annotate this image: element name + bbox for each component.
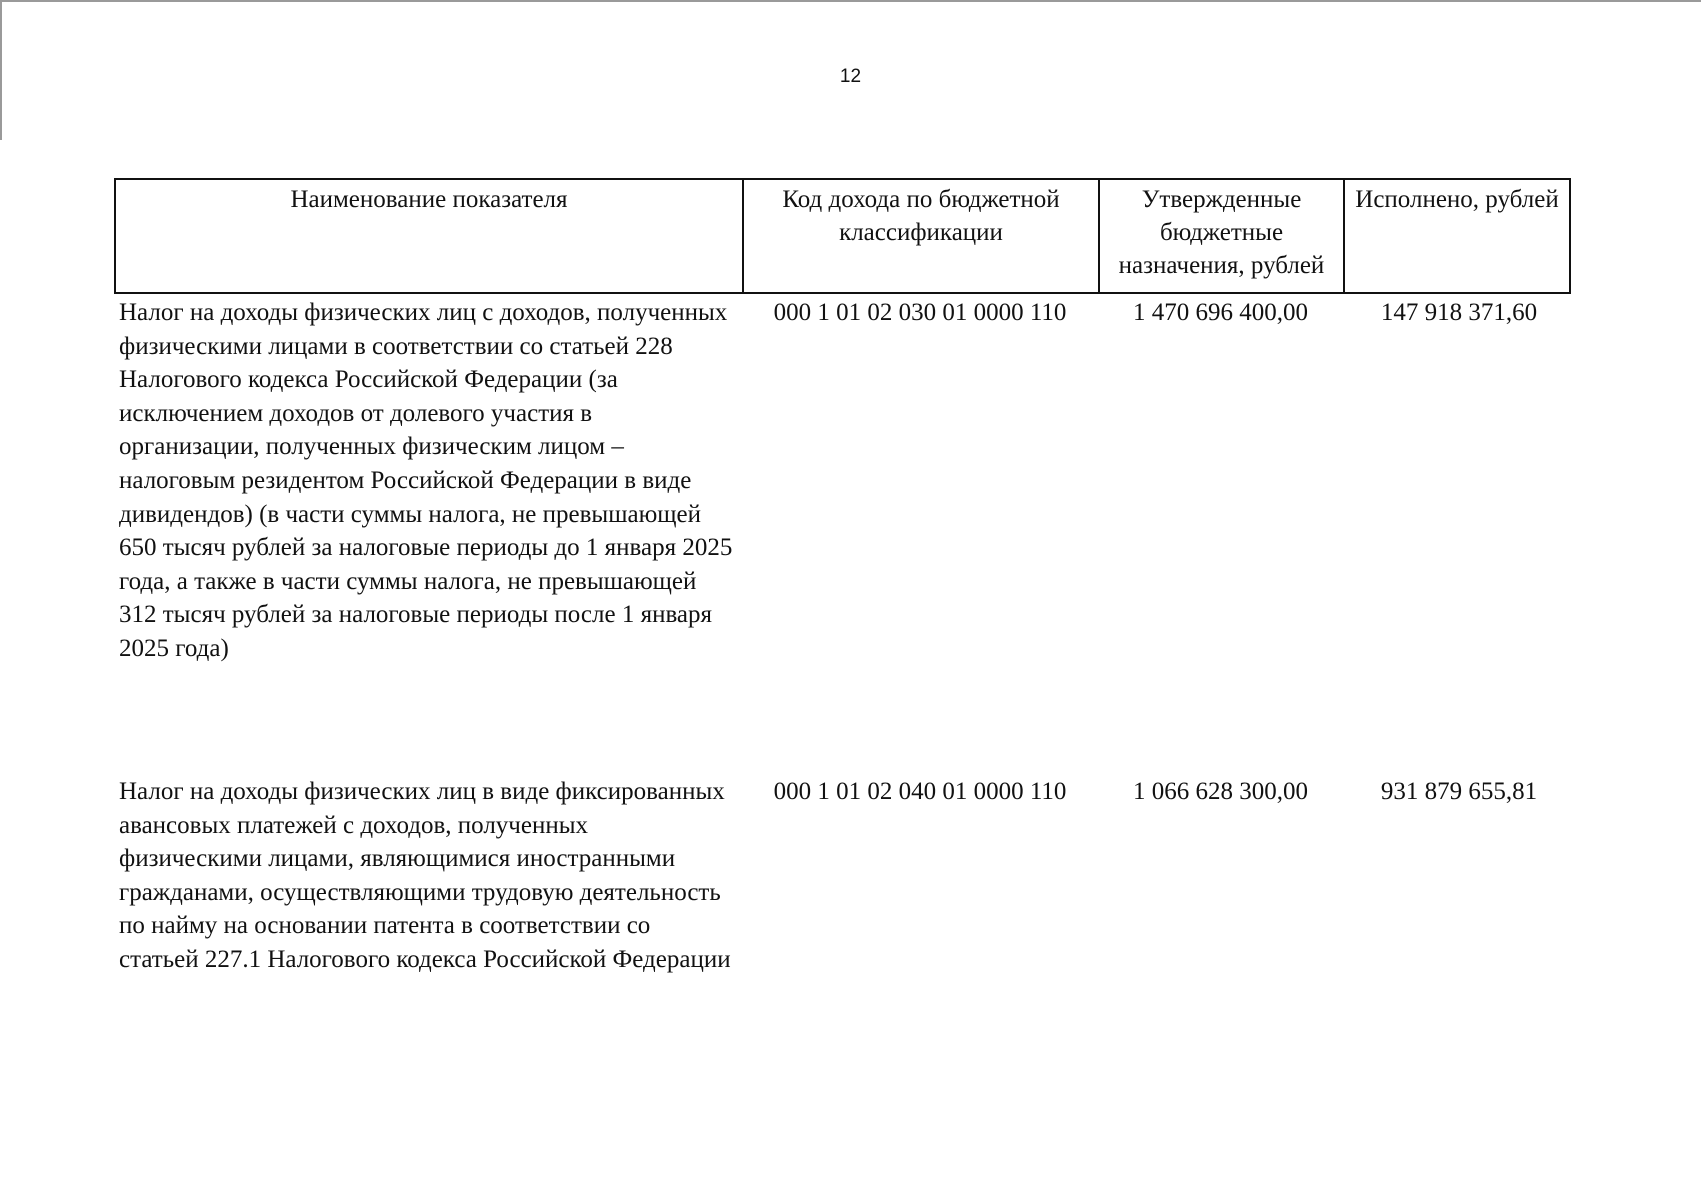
table-row (114, 775, 1571, 977)
table-header (114, 178, 1571, 294)
row-approved: 1 066 628 300,00 (1133, 778, 1308, 805)
row-executed: 147 918 371,60 (1380, 299, 1538, 326)
row-code: 000 1 01 02 040 01 0000 110 (773, 778, 1067, 805)
header-executed: Исполнено, рублей (1355, 186, 1559, 213)
header-name: Наименование показателя (116, 180, 744, 292)
row-code: 000 1 01 02 030 01 0000 110 (773, 299, 1067, 326)
row-executed: 931 879 655,81 (1380, 778, 1538, 805)
page-number: 12 (839, 66, 862, 87)
header-code: Код дохода по бюджетной классификации (744, 180, 1100, 292)
row-name: Налог на доходы физических лиц в виде фиксированных авансовых платежей с доходов, полученных физическими лицами, являющимися иностранными гражданами, осуществляющими трудовую деятельность по найму на основании патента в соответствии со статьей 227.1 Налогового кодекса Российской Федерации (119, 778, 731, 973)
row-approved: 1 470 696 400,00 (1133, 299, 1308, 326)
table-row (114, 296, 1571, 666)
header-approved: Утвержденные бюджетные назначения, рублей (1100, 180, 1345, 292)
row-name: Налог на доходы физических лиц с доходов, полученных физическими лицами в соответствии со статьей 228 Налогового кодекса Российской Федерации (за исключением доходов от долевого участия в организации, полученных физическим лицом – налоговым резидентом Российской Федерации в виде дивидендов) (в части суммы налога, не превышающей 650 тысяч рублей за налоговые периоды до 1 января 2025 года, а также в части суммы налога, не превышающей 312 тысяч рублей за налоговые периоды после 1 января 2025 года) (119, 299, 733, 662)
scan-border-top (0, 0, 1701, 2)
